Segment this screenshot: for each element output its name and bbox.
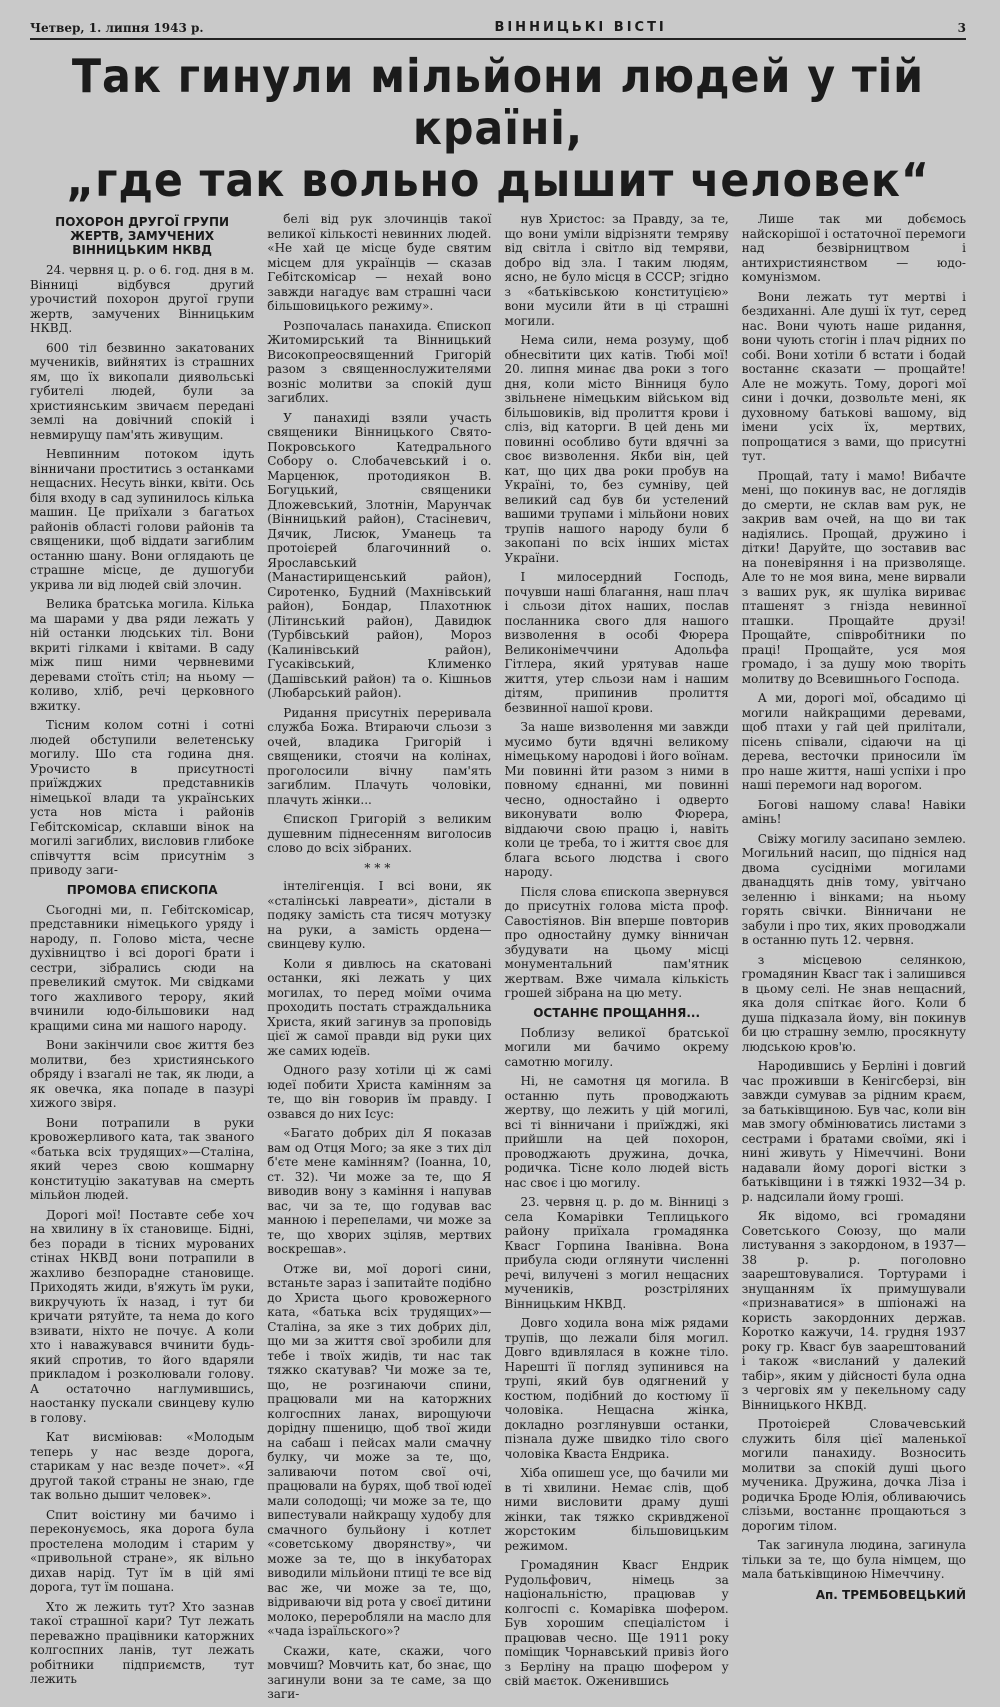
column-1 bbox=[30, 212, 254, 1707]
paragraph: Отже ви, мої дорогі сини, встаньте зараз і запитайте подібно до Христа цього кровожерного ката, «батька всіх трудящих»—Сталіна, за яке з тих добрих діл, що ми за життя свої зробили для тебе і твоїх жидів, ти нас так тяжко скатував? Чи може за те, що, не розгинаючи спини, працювали ми на каторжних колгоспних ланах, вирощуючи дорідну пшеницю, щоб твої жиди на сабаш і пейсах мали смачну булку, чи може за те, що, заливаючи потом свої очі, працювали на бурях, щоб твої юдеї мали солодощі; чи може за те, що випестували найкращу худобу для смачного бульйону і котлет «советському дворянству», чи може за те, що в інкубаторах виводили мільйони птиці те все від вас же, чи може за те, що, відриваючи від рота у своєї дитини молоко, переробляли на масло для «чада ізраїльского»? bbox=[267, 1261, 492, 1638]
paragraph: Спит воістину ми бачимо і переконуємось, яка дорога була простелена молодим і старим у «привольной стране», як вільно дихав нарід. Тут їм в цій ямі дорога, тут їм пошана. bbox=[30, 1507, 255, 1594]
author-signature: Ап. ТРЕМБОВЕЦЬКИЙ bbox=[815, 1587, 966, 1602]
separator-stars: *** bbox=[364, 860, 395, 875]
paragraph: Єпископ Григорій з великим душевним піднесенням виголосив слово до всіх зібраних. bbox=[267, 812, 492, 855]
paragraph: Довго ходила вона між рядами трупів, що лежали біля могил. Довго вдивлялася в кожне тіло. Нарешті її погляд зупинився на трупі, який був одягнений у костюм, подібний до костюму її чоловіка. Нещасна жінка, докладно розглянувши останки, пізнала дуже швидко тіло свого чоловіка Кваста Ендрика. bbox=[504, 1316, 729, 1461]
column-4-bottom-text bbox=[742, 832, 966, 948]
paragraph: Як відомо, всі громадяни Советського Союзу, що мали листування з закордоном, в 1937—38 р. р. поголовно заарештовувалися. Тортурами і знущанням їх примушували «признаватися» в шпіонажі на користь закордонних держав. Коротко кажучи, 14. грудня 1937 року гр. Квасг був заарештований і також «висланий у далекий табір», яким у дійсності була одна з черговіх ям у пекельному саду Вінницького НКВД. bbox=[741, 1209, 966, 1412]
paragraph: У панахиді взяли участь священики Вінницького Свято-Покровського Катедрального Собору о. Слобачевський і о. Марценюк, протодиякон В. Богуцький, священики Дложевський, Злотнін, Марунчак (Вінницький район), Стасіневич, Дячик, Лисюк, Уманець та протоієрей благочинний о. Ярославський (Манастирищенський район), Сиротенко, Будний (Махнівський район), Бондар, Плахотнюк (Літинський район), Давидюк (Турбівський район), Мороз (Калинівський район), Гусаківський, Клименко (Дашівський район) та о. Кішньов (Любарський район). bbox=[267, 410, 492, 700]
column-3-after-text bbox=[505, 1026, 729, 1689]
paragraph: Коли я дивлюсь на скатовані останки, які лежать у цих могилах, то перед моїми очима проходить постать страждальника Христа, який загинув за проповідь цієї ж самої правди від руки цих же самих юдеїв. bbox=[267, 956, 492, 1058]
paragraph: Тісним колом сотні і сотні людей обступили велетенську могилу. Шо ста година дня. Урочисто в присутності приїжджих представників німецької влади та українських уста нов міста і районів Гебітскомісар, склавши вінок на могилі загиблих, висловив глибоке співчуття всім присутнім з приводу заги- bbox=[30, 718, 255, 877]
paragraph: нув Христос: за Правду, за те, що вони уміли відрізняти темряву від світла і світло від темряви, добро від зла. І таким людям, ясно, не було місця в СССР; згідно з «батьківською конституцією» вони мусили йти в ці страшні могили. bbox=[504, 212, 729, 328]
column-3 bbox=[505, 212, 729, 1707]
column-3-bottom-text bbox=[505, 885, 729, 1001]
paragraph: Сьогодні ми, п. Гебітскомісар, представники німецького уряду і народу, п. Голово міста, чесне духівництво і всі дорогі брати і сестри, зібрались сюди на превеликий смуток. Ми свідками того жахливого терору, який вчинили юдо-більшовики над кращими сина ми нашого народу. bbox=[30, 902, 255, 1033]
column-3-top-text bbox=[505, 212, 729, 880]
paragraph: 24. червня ц. р. о 6. год. дня в м. Вінниці відбувся другий урочистий похорон другої групи жертв, замучених Вінницьким НКВД. bbox=[30, 263, 255, 335]
section-title-funeral: ПОХОРОН ДРУГОЇ ГРУПИ ЖЕРТВ, ЗАМУЧЕНИХ ВІННИЦЬКИМ НКВД bbox=[55, 215, 230, 257]
paragraph: інтелігенція. І всі вони, як «сталінські лавреати», дістали в подяку замість ста тисяч мотузку на руки, а замість ордена—свинцеву кулю. bbox=[267, 879, 492, 951]
section-title-bishop-speech: ПРОМОВА ЄПИСКОПА bbox=[66, 882, 218, 897]
paragraph: 600 тіл безвинно закатованих мучеників, вийнятих із страшних ям, що їх викопали диявольські губителі людей, були за християнським звичаєм передані землі на довічний спокій і невмирущу пам'ять живущим. bbox=[30, 340, 255, 442]
column-4-top-text bbox=[742, 212, 966, 827]
paragraph: Розпочалась панахида. Єпископ Житомирський та Вінницький Високопреосвященний Григорій разом з священнослужителями возніс молитви за спокій душ загиблих. bbox=[267, 318, 492, 405]
paragraph: Хто ж лежить тут? Хто зазнав такої страшної кари? Тут лежать переважно працівники каторжних колгоспних ланів, тут лежать робітники підприємств, тут лежить bbox=[30, 1599, 255, 1686]
column-4-after-text bbox=[742, 953, 966, 1582]
paragraph: Вони лежать тут мертві і бездиханні. Але душі їх тут, серед нас. Вони чують наше ридання, вони чують стогін і плач рідних по собі. Вони хотіли б встати і бодай востаннє сказати — прощайте! Але не можуть. Тому, дорогі мої сини і дочки, дозвольте мені, як духовному батькові вашому, від імени усіх їх, мертвих, попрощатися з вами, що присутні тут. bbox=[741, 289, 966, 463]
paragraph: Після слова єпископа звернувся до присутніх голова міста проф. Савостіянов. Він вперше повторив про одностайну думку вінничан збудувати на цьому місці монументальний пам'ятник жертвам. Вже чимала кількість грошей зібрана на цю мету. bbox=[504, 884, 729, 1000]
section-title-last-farewell: ОСТАННЄ ПРОЩАННЯ... bbox=[533, 1005, 701, 1020]
paragraph: Вони закінчили своє життя без молитви, без християнського обряду і взагалі не так, як люди, а як овечка, яка попаде в пазурі хижого звіря. bbox=[30, 1038, 255, 1110]
paragraph: Громадянин Квасг Ендрик Рудольфович, німець за національністю, працював у колгоспі с. Комарівка шофером. Був хорошим спеціалістом і працював чесно. Ще 1911 року поміщик Чорнавський привіз його з Берліну на працю шофером у свій маєток. Оженившись bbox=[504, 1558, 729, 1688]
column-4 bbox=[742, 212, 966, 1707]
paragraph: І милосердний Господь, почувши наші благання, наш плач і сльози дітох наших, послав посланника свого для нашого визволення в особі Фюрера Великонімеччини Адольфа Гітлера, який урятував наше життя, утер сльози нам і нашим дітям, припинив пролиття безвинної нашої крови. bbox=[504, 570, 729, 715]
paragraph: Богові нашому слава! Навіки амінь! bbox=[741, 797, 966, 826]
paragraph: Так загинула людина, загинула тільки за те, що була німцем, що мала батьківщиною Німеччину. bbox=[741, 1538, 966, 1581]
paragraph: Скажи, кате, скажи, чого мовчиш? Мовчить кат, бо знає, що загинули вони за те саме, за що заги- bbox=[267, 1643, 492, 1701]
paragraph: Прощай, тату і мамо! Вибачте мені, що покинув вас, не доглядів до смерти, не склав вам рук, не закрив вам очей, на що ви так надіялись. Прощай, дружино і дітки! Даруйте, що зоставив вас на поневіряння і на призволяще. Але то не моя вина, мене вирвали з ваших рук, як шуліка вириває пташенят з гнізда невинної пташки. Прощайте друзі! Прощайте, співробітники по праці! Прощайте, уся моя громадо, і за душу мою творіть молитву до Всевишнього Господа. bbox=[741, 468, 966, 686]
paragraph: Велика братська могила. Кілька ма шарами у два ряди лежать у ній останки людських тіл. Вони вкриті гілками і квітами. В саду між пиш ними червневими деревами стоїть стіл; на ньому — коливо, хліб, речі церковного вжитку. bbox=[30, 597, 255, 713]
paragraph: Вони потрапили в руки кровожерливого ката, так званого «батька всіх трудящих»—Сталіна, який через свою кошмарну конституцію закатував на смерть мільйон людей. bbox=[30, 1115, 255, 1202]
page-header bbox=[30, 20, 966, 40]
article-columns bbox=[30, 212, 966, 1707]
column-1-bottom-text bbox=[30, 903, 254, 1687]
paragraph: Ні, не самотня ця могила. В останню путь проводжають жертву, що лежить у цій могилі, всі ті вінничани і приїжджі, які прийшли на цей похорон, проводжають дружина, дочка, родичка. Тісне коло людей вість нас своє і цю могилу. bbox=[504, 1074, 729, 1190]
headline bbox=[63, 50, 933, 206]
issue-date: Четвер, 1. липня 1943 р. bbox=[30, 20, 204, 35]
paragraph: з місцевою селянкою, громадянин Квасг так і залишився в цьому селі. Не знав нещасний, яка доля спіткає його. Коли б душа підказала йому, він покинув би цю страшну землю, просякнуту людською кров'ю. bbox=[741, 952, 966, 1054]
paragraph: 23. червня ц. р. до м. Вінниці з села Комарівки Теплицького району приїхала громадянка Квасг Горпина Іванівна. Вона прибула сюди оглянути численні речі, вилучені з могил нещасних мучеників, розстріляних Вінницьким НКВД. bbox=[504, 1195, 729, 1311]
paragraph: Одного разу хотіли ці ж самі юдеї побити Христа камінням за те, що він говорив їм правду. І озвався до них Ісус: bbox=[267, 1063, 492, 1121]
column-2-bottom-text bbox=[267, 879, 491, 1702]
paragraph: Народившись у Берліні і довгий час проживши в Кенігсберзі, він завжди сумував за рідним краєм, за батьківщиною. Був час, коли він мав змогу обмінюватись листами з сестрами і братами своїми, які і нині живуть у Німеччині. Вони надавали йому дорогі вістки з батьківщини і в тяжкі 1932—34 р. р. надсилали йому гроші. bbox=[741, 1059, 966, 1204]
paragraph: Нема сили, нема розуму, щоб обнесвітити цих катів. Тюбі мої! 20. липня минає два роки з того дня, коли місто Вінниця було звільнене німецьким військом від більшовиків, від пролиття крови і сліз, від каторги. В цей день ми повинні особливо бути вдячні за своє визволення. Якби він, цей кат, що цих два роки пробув на Україні, то, без сумніву, цей великий сад був би устелений вашими трупами і мільйони нових трупів нашого народу були б закопані по всіх інших містах України. bbox=[504, 333, 729, 565]
paragraph: Хіба опишеш усе, що бачили ми в ті хвилини. Немає слів, щоб ними висловити драму душі жінки, так тяжко скривдженої жорстоким більшовицьким режимом. bbox=[504, 1466, 729, 1553]
newspaper-title: ВІННИЦЬКІ ВІСТІ bbox=[494, 20, 667, 35]
paragraph: белі від рук злочинців такої великої кількості невинних людей. «Не хай це місце буде святим місцем для українців — сказав Гебітскомісар — нехай воно завжди нагадує вам страшні часи більшовицького режиму». bbox=[267, 212, 492, 313]
headline-line-1: Так гинули мільйони людей у тій країні, bbox=[71, 49, 925, 155]
headline-line-2: „где так вольно дышит человек“ bbox=[66, 153, 930, 207]
column-2 bbox=[267, 212, 491, 1707]
paragraph: Невпинним потоком ідуть вінничани проститись з останками нещасних. Несуть вінки, квіти. Ось біля входу в сад зупинилось кілька машин. Це приїхали з багатьох районів області голови районів та священики, щоб віддати загиблим останню шану. Вони оглядають це страшне місце, де душогуби укрива ли від людей свій злочин. bbox=[30, 447, 255, 592]
paragraph: Лише так ми добємось найскорішої і остаточної перемоги над безвірництвом і антихристиянством — юдо-комунізмом. bbox=[741, 212, 966, 284]
paragraph: Дорогі мої! Поставте себе хоч на хвилину в їх становище. Бідні, без поради в тісних мурованих стінах НКВД вони потрапили в жахливо безпорадне становище. Приходять жиди, в'яжуть їм руки, викручують їх назад, і тут би кричати рятуйте, та нема до кого взивати, ніхто не почує. А коли хто і наважувався вчинити будь-який спротив, то його вдаряли прикладом і розколювали голову. А остаточно наглумившись, наостанку пускали свинцеву кулю в голову. bbox=[30, 1207, 255, 1425]
paragraph: Ридання присутніх переривала служба Божа. Втираючи сльози з очей, владика Григорій і священики, стоячи на колінах, проголосили вічну пам'ять загиблим. Плачуть чоловіки, плачуть жінки... bbox=[267, 705, 492, 807]
paragraph: За наше визволення ми завжди мусимо бути вдячні великому німецькому народові і його воїнам. Ми повинні йти разом з ними в повному єднанні, ми повинні чесно, одностайно і одверто виконувати волю Фюрера, віддаючи свою працю і, навіть коли це треба, то і життя своє для блага всього людства і свого народу. bbox=[504, 720, 729, 879]
paragraph: Свіжу могилу засипано землею. Могильний насип, що підніся над двома сусідніми могилами дванадцять днів тому, увітчано зеленню і вінками; на ньому горять свічки. Вінничани не забули і про тих, яких проводжали в останню путь 12. червня. bbox=[741, 831, 966, 947]
paragraph: «Багато добрих діл Я показав вам од Отця Мого; за яке з тих діл б'єте мене камінням? (Іоанна, 10, ст. 32). Чи може за те, що Я виводив вону з каміння і напував вас, чи за те, що годував вас манною і перепелами, чи може за те, що хворих зціляв, мертвих воскрешав». bbox=[267, 1126, 492, 1256]
column-1-top-text bbox=[30, 263, 254, 878]
page-number: 3 bbox=[957, 20, 966, 35]
paragraph: Протоієрей Словачевський служить біля цієї маленької могили панахиду. Возносить молитви за спокій душі цього мученика. Дружина, дочка Ліза і родичка Броде Юлія, обливаючись слізьми, востаннє прощаються з дорогим тілом. bbox=[741, 1417, 966, 1533]
column-2-top-text bbox=[267, 212, 491, 856]
paragraph: Поблизу великої братської могили ми бачимо окрему самотню могилу. bbox=[504, 1025, 729, 1069]
paragraph: Кат висміював: «Молодым теперь у нас везде дорога, старикам у нас везде почет». «Я другой такой страны не знаю, где так вольно дышит человек». bbox=[30, 1430, 255, 1502]
paragraph: А ми, дорогі мої, обсадимо ці могили найкращими деревами, щоб птахи у гай цей прилітали, пісень співали, сідаючи на ці дерева, весточки приносили їм про наше життя, наші успіхи і про наші перемоги над ворогом. bbox=[741, 691, 966, 792]
